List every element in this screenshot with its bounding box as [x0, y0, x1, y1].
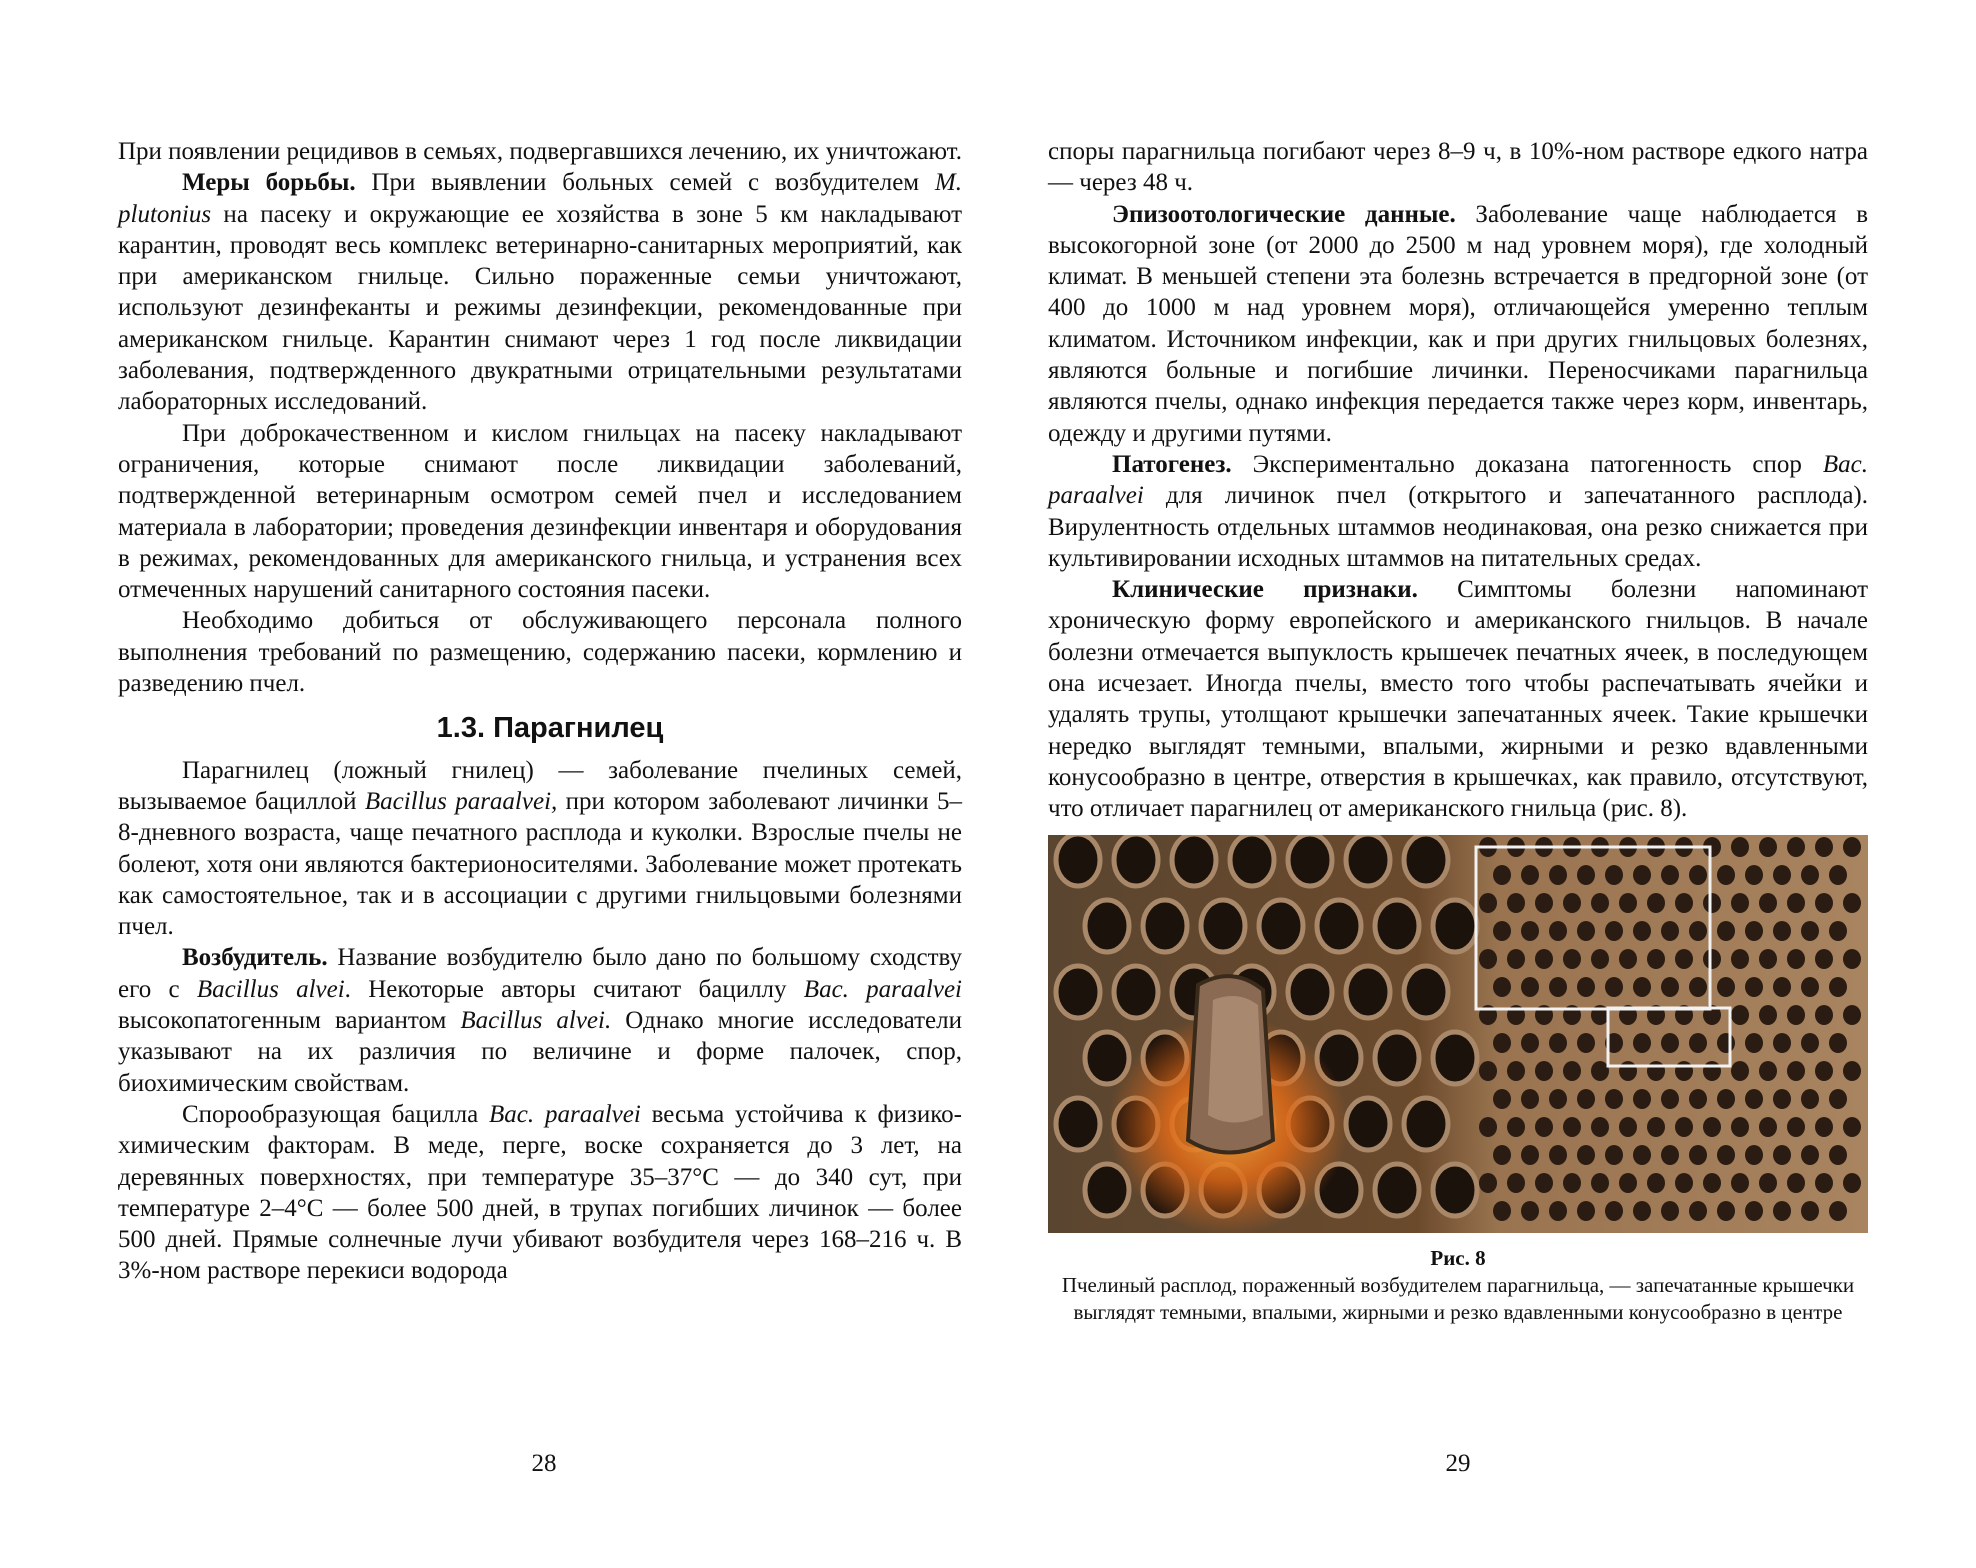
- comb-cell: [1114, 966, 1158, 1018]
- comb-cell: [1801, 1145, 1819, 1165]
- comb-cell: [1521, 1033, 1539, 1053]
- brood-comb-photo: [1048, 835, 1868, 1233]
- comb-cell: [1829, 865, 1847, 885]
- comb-cell: [1661, 921, 1679, 941]
- comb-cell: [1056, 966, 1100, 1018]
- latin-term: Bacillus alvei.: [460, 1007, 612, 1035]
- comb-cell: [1829, 921, 1847, 941]
- comb-cell: [1479, 893, 1497, 913]
- paragraph-text: Однако многие исследователи указывают на их различия по величине и форме палочек, спор, биохимическим свойствам.: [118, 1007, 962, 1097]
- comb-cell: [1787, 949, 1805, 969]
- comb-cell: [1619, 949, 1637, 969]
- comb-cell: [1773, 977, 1791, 997]
- comb-cell: [1288, 966, 1332, 1018]
- comb-cell: [1591, 1061, 1609, 1081]
- comb-cell: [1346, 835, 1390, 886]
- comb-cell: [1535, 893, 1553, 913]
- comb-cell: [1829, 977, 1847, 997]
- paragraph-text: весьма устойчива к физико-химическим факторам. В меде, перге, воске сохраняется до 3 лет, на деревянных поверхностях, при температуре 35–37°С — до 340 сут, при температуре 2–4°С — более 500 дней, в трупах погибших личинок — более 500 дней. Прямые солнечные лучи убивают возбудителя через 168–216 ч. В 3%-ном растворе перекиси водорода: [118, 1100, 962, 1285]
- comb-cell: [1591, 949, 1609, 969]
- comb-cell: [1717, 1145, 1735, 1165]
- paragraph-heading: Возбудитель.: [182, 944, 328, 972]
- comb-cell: [1745, 865, 1763, 885]
- paragraph-heading: Клинические признаки.: [1112, 576, 1418, 604]
- comb-cell: [1549, 865, 1567, 885]
- right-paragraphs: [1048, 136, 1868, 825]
- comb-cell: [1633, 921, 1651, 941]
- comb-cell: [1346, 966, 1390, 1018]
- comb-cell: [1577, 977, 1595, 997]
- comb-cell: [1843, 1061, 1861, 1081]
- comb-cell: [1647, 1117, 1665, 1137]
- comb-cell: [1577, 865, 1595, 885]
- comb-cell: [1577, 1201, 1595, 1221]
- comb-cell: [1493, 977, 1511, 997]
- paragraph-text: Спорообразующая бацилла: [182, 1100, 490, 1128]
- latin-term: Bacillus alvei: [196, 975, 345, 1003]
- comb-cell: [1815, 1117, 1833, 1137]
- comb-cell: [1521, 921, 1539, 941]
- comb-cell: [1731, 1117, 1749, 1137]
- comb-cell: [1829, 1033, 1847, 1053]
- comb-cell: [1717, 1033, 1735, 1053]
- comb-cell: [1675, 1117, 1693, 1137]
- paragraph: [118, 167, 962, 417]
- comb-cell: [1493, 1089, 1511, 1109]
- comb-cell: [1647, 893, 1665, 913]
- latin-term: Bac. paraalvei: [489, 1100, 641, 1128]
- comb-cell: [1605, 1089, 1623, 1109]
- comb-cell: [1647, 1061, 1665, 1081]
- paragraph-text: Парагнилец (ложный гнилец) — заболевание пчелиных семей, вызываемое бациллой: [118, 756, 962, 815]
- comb-cell: [1731, 893, 1749, 913]
- comb-cell: [1375, 900, 1419, 952]
- comb-cell: [1689, 921, 1707, 941]
- comb-cell: [1759, 1117, 1777, 1137]
- comb-cell: [1773, 1089, 1791, 1109]
- comb-cell: [1661, 1089, 1679, 1109]
- right-page: [988, 0, 1976, 1568]
- figure-label: Рис. 8: [1430, 1245, 1486, 1270]
- comb-cell: [1731, 949, 1749, 969]
- comb-cell: [1717, 865, 1735, 885]
- comb-cell: [1787, 1173, 1805, 1193]
- comb-cell: [1230, 835, 1274, 886]
- comb-cell: [1745, 1145, 1763, 1165]
- comb-cell: [1633, 1033, 1651, 1053]
- comb-cell: [1787, 1061, 1805, 1081]
- comb-cell: [1549, 1033, 1567, 1053]
- comb-cell: [1114, 835, 1158, 886]
- comb-cell: [1801, 1201, 1819, 1221]
- comb-cell: [1493, 1201, 1511, 1221]
- comb-cell: [1619, 1173, 1637, 1193]
- paragraph-text: высокопатогенным вариантом: [118, 1007, 461, 1035]
- comb-cell: [1493, 1033, 1511, 1053]
- comb-cell: [1829, 1201, 1847, 1221]
- comb-cell: [1577, 1033, 1595, 1053]
- comb-cell: [1479, 1117, 1497, 1137]
- comb-cell: [1745, 1201, 1763, 1221]
- page-number-left: 28: [531, 1450, 557, 1477]
- comb-cell: [1773, 865, 1791, 885]
- comb-cell: [1689, 1145, 1707, 1165]
- latin-term: Bacillus paraalvei,: [364, 787, 558, 815]
- comb-cell: [1647, 1173, 1665, 1193]
- paragraph: [118, 418, 962, 606]
- comb-cell: [1633, 1201, 1651, 1221]
- comb-cell: [1675, 1173, 1693, 1193]
- comb-cell: [1605, 1145, 1623, 1165]
- comb-cell: [1759, 1061, 1777, 1081]
- comb-cell: [1815, 893, 1833, 913]
- comb-cell: [1647, 949, 1665, 969]
- comb-cell: [1433, 1164, 1477, 1216]
- comb-cell: [1661, 977, 1679, 997]
- comb-cell: [1619, 1117, 1637, 1137]
- paragraph-text: Симптомы болезни напоминают хроническую форму европейского и американского гнильцов. В начале болезни отмечается выпуклость крышечек печатных ячеек, в последующем она исчезает. Иногда пчелы, вместо того чтобы распечатывать ячейки и удалять трупы, утолщают крышечки запечатанных ячеек. Такие крышечки нередко выглядят темными, впалыми, жирными и резко вдавленными конусообразно в центре, отверстия в крышечках, как правило, отсутствуют, что отличает парагнилец от американского гнильца (рис. 8).: [1048, 576, 1868, 823]
- comb-cell: [1507, 893, 1525, 913]
- comb-cell: [1661, 1201, 1679, 1221]
- comb-cell: [1843, 949, 1861, 969]
- comb-cell: [1745, 977, 1763, 997]
- comb-cell: [1549, 921, 1567, 941]
- comb-cell: [1605, 865, 1623, 885]
- comb-cell: [1801, 865, 1819, 885]
- comb-cell: [1493, 865, 1511, 885]
- comb-cell: [1703, 1061, 1721, 1081]
- comb-cell: [1549, 1145, 1567, 1165]
- comb-cell: [1479, 1061, 1497, 1081]
- comb-cell: [1633, 1089, 1651, 1109]
- comb-cell: [1801, 1033, 1819, 1053]
- comb-cell: [1535, 1061, 1553, 1081]
- latin-term: Bac. paraalvei: [803, 975, 962, 1003]
- paragraph-text: Необходимо добиться от обслуживающего персонала полного выполнения требований по размещению, содержанию пасеки, кормлению и разведению пчел.: [118, 607, 962, 698]
- honeycomb-image: [1048, 835, 1868, 1233]
- comb-cell: [1549, 1201, 1567, 1221]
- comb-cell: [1773, 1201, 1791, 1221]
- comb-cell: [1056, 835, 1100, 886]
- comb-cell: [1507, 1173, 1525, 1193]
- paragraph-text: для личинок пчел (открытого и запечатанного расплода). Вирулентность отдельных штаммов неодинаковая, она резко снижается при культивировании исходных штаммов на питательных средах.: [1048, 482, 1868, 572]
- comb-cell: [1535, 1173, 1553, 1193]
- comb-cell: [1703, 1117, 1721, 1137]
- comb-cell: [1675, 1061, 1693, 1081]
- comb-cell: [1549, 1089, 1567, 1109]
- comb-cell: [1815, 1061, 1833, 1081]
- comb-cell: [1633, 865, 1651, 885]
- comb-cell: [1619, 1061, 1637, 1081]
- comb-cell: [1661, 865, 1679, 885]
- comb-cell: [1493, 921, 1511, 941]
- paragraph-text: Экспериментально доказана патогенность спор: [1231, 450, 1823, 478]
- comb-cell: [1759, 837, 1777, 857]
- comb-cell: [1661, 1033, 1679, 1053]
- comb-cell: [1563, 1117, 1581, 1137]
- paragraph: [118, 1099, 962, 1287]
- comb-cell: [1787, 1005, 1805, 1025]
- figure-caption: Пчелиный расплод, пораженный возбудителем парагнильца, — запечатанные крышечки выглядят темными, впалыми, жирными и резко вдавленными конусообразно в центре: [1061, 1272, 1855, 1324]
- paragraph: [1048, 136, 1868, 199]
- figure-caption-block: [1048, 1245, 1868, 1326]
- comb-cell: [1375, 1032, 1419, 1084]
- comb-cell: [1661, 1145, 1679, 1165]
- comb-cell: [1759, 1005, 1777, 1025]
- comb-cell: [1633, 1145, 1651, 1165]
- comb-cell: [1563, 893, 1581, 913]
- comb-cell: [1717, 921, 1735, 941]
- paragraph-text: При появлении рецидивов в семьях, подвергавшихся лечению, их уничтожают.: [118, 138, 962, 165]
- comb-cell: [1843, 837, 1861, 857]
- comb-cell: [1507, 1061, 1525, 1081]
- comb-cell: [1829, 1089, 1847, 1109]
- comb-cell: [1759, 1173, 1777, 1193]
- comb-cell: [1201, 900, 1245, 952]
- comb-cell: [1563, 949, 1581, 969]
- paragraph-text: При доброкачественном и кислом гнильцах на пасеку накладывают ограничения, которые снимают после ликвидации заболеваний, подтвержденной ветеринарным осмотром семей пчел и исследованием материала в лаборатории; проведения дезинфекции инвентаря и оборудования в режимах, рекомендованных для американского гнильца, и устранения всех отмеченных нарушений санитарного состояния пасеки.: [118, 419, 962, 604]
- comb-cell: [1801, 977, 1819, 997]
- comb-cell: [1843, 1117, 1861, 1137]
- comb-cell: [1675, 893, 1693, 913]
- comb-cell: [1591, 1173, 1609, 1193]
- paragraph-text: Название возбудителю было дано по большому сходству его с: [118, 944, 962, 1003]
- comb-cell: [1787, 837, 1805, 857]
- paragraph-text: При выявлении больных семей с возбудителем: [355, 169, 935, 197]
- comb-cell: [1288, 835, 1332, 886]
- comb-cell: [1731, 1005, 1749, 1025]
- comb-cell: [1521, 977, 1539, 997]
- section-title: 1.3. Парагнилец: [436, 712, 664, 745]
- comb-cell: [1605, 1201, 1623, 1221]
- comb-cell: [1563, 1061, 1581, 1081]
- comb-cell: [1773, 921, 1791, 941]
- comb-cell: [1717, 977, 1735, 997]
- paragraph: [118, 605, 962, 699]
- comb-cell: [1577, 1145, 1595, 1165]
- comb-cell: [1745, 1033, 1763, 1053]
- comb-cell: [1801, 921, 1819, 941]
- comb-cell: [1843, 1173, 1861, 1193]
- comb-cell: [1619, 893, 1637, 913]
- comb-cell: [1375, 1164, 1419, 1216]
- comb-cell: [1577, 921, 1595, 941]
- comb-cell: [1717, 1201, 1735, 1221]
- comb-cell: [1843, 1005, 1861, 1025]
- comb-cell: [1731, 1173, 1749, 1193]
- comb-cell: [1479, 949, 1497, 969]
- comb-cell: [1829, 1145, 1847, 1165]
- comb-cell: [1404, 966, 1448, 1018]
- comb-cell: [1404, 835, 1448, 886]
- comb-cell: [1689, 977, 1707, 997]
- comb-cell: [1493, 1145, 1511, 1165]
- comb-cell: [1731, 1061, 1749, 1081]
- comb-cell: [1521, 1145, 1539, 1165]
- comb-cell: [1521, 1201, 1539, 1221]
- left-paragraphs-top: [118, 136, 962, 699]
- comb-cell: [1056, 1098, 1100, 1150]
- comb-cell: [1549, 977, 1567, 997]
- comb-cell: [1433, 1032, 1477, 1084]
- paragraph-text: Заболевание чаще наблюдается в высокогорной зоне (от 2000 до 2500 м над уровнем моря), где холодный климат. В меньшей степени эта болезнь встречается в предгорной зоне (от 400 до 1000 м над уровнем моря), отличающейся умеренно теплым климатом. Источником инфекции, как и при других гнильцовых болезнях, являются больные и погибшие личинки. Переносчиками парагнильца являются пчелы, однако инфекция передается также через корм, инвентарь, одежду и другими путями.: [1048, 200, 1868, 447]
- comb-cell: [1577, 1089, 1595, 1109]
- comb-cell: [1745, 1089, 1763, 1109]
- comb-cell: [1143, 900, 1187, 952]
- right-text-column: [1048, 136, 1868, 1326]
- paragraph: [1048, 574, 1868, 824]
- comb-cell: [1346, 1098, 1390, 1150]
- latin-term: M. plutonius: [118, 169, 962, 228]
- comb-cell: [1759, 893, 1777, 913]
- paragraph-text: на пасеку и окружающие ее хозяйства в зоне 5 км накладывают карантин, проводят весь комплекс ветеринарно-санитарных мероприятий, как при американском гнильце. Сильно пораженные семьи уничтожают, используют дезинфеканты и режимы дезинфекции, рекомендованные при американском гнильце. Карантин снимают через 1 год после ликвидации заболевания, подтвержденного двукратными отрицательными результатами лабораторных исследований.: [118, 200, 962, 416]
- paragraph: [1048, 199, 1868, 449]
- paragraph-text: споры парагнильца погибают через 8–9 ч, в 10%-ном растворе едкого натра — через 48 ч.: [1048, 138, 1868, 197]
- comb-cell: [1591, 1117, 1609, 1137]
- comb-cell: [1605, 921, 1623, 941]
- comb-cell: [1773, 1033, 1791, 1053]
- paragraph: [118, 136, 962, 167]
- comb-cell: [1773, 1145, 1791, 1165]
- paragraph-text: . Некоторые авторы считают бациллу: [344, 975, 804, 1003]
- comb-cell: [1759, 949, 1777, 969]
- comb-cell: [1787, 1117, 1805, 1137]
- paragraph-heading: Меры борьбы.: [182, 169, 356, 197]
- comb-cell: [1507, 949, 1525, 969]
- left-paragraphs-bottom: [118, 755, 962, 1287]
- comb-cell: [1172, 835, 1216, 886]
- left-text-column: [118, 136, 962, 1287]
- comb-cell: [1259, 900, 1303, 952]
- comb-cell: [1563, 1173, 1581, 1193]
- comb-cell: [1521, 1089, 1539, 1109]
- comb-cell: [1535, 949, 1553, 969]
- comb-cell: [1433, 900, 1477, 952]
- comb-cell: [1689, 1201, 1707, 1221]
- comb-cell: [1633, 977, 1651, 997]
- comb-cell: [1703, 949, 1721, 969]
- paragraph-heading: Патогенез.: [1112, 450, 1232, 478]
- comb-cell: [1507, 1117, 1525, 1137]
- comb-cell: [1689, 1033, 1707, 1053]
- comb-cell: [1675, 949, 1693, 969]
- paragraph-heading: Эпизоотологические данные.: [1112, 200, 1456, 228]
- comb-cell: [1801, 1089, 1819, 1109]
- comb-cell: [1815, 949, 1833, 969]
- comb-cell: [1521, 865, 1539, 885]
- comb-cell: [1479, 1173, 1497, 1193]
- comb-cell: [1717, 1089, 1735, 1109]
- comb-cell: [1605, 977, 1623, 997]
- paragraph-text: при котором заболевают личинки 5–8-дневного возраста, чаще печатного расплода и куколки. Взрослые пчелы не болеют, хотя они являются бактерионосителями. Заболевание может протекать как самостоятельное, так и в ассоциации с другими гнильцовыми болезнями пчел.: [118, 787, 963, 941]
- comb-cell: [1689, 1089, 1707, 1109]
- comb-cell: [1689, 865, 1707, 885]
- paragraph: [118, 755, 962, 943]
- comb-cell: [1703, 893, 1721, 913]
- latin-term: Bac. paraalvei: [1048, 450, 1868, 510]
- paragraph: [118, 942, 962, 1098]
- comb-cell: [1815, 1005, 1833, 1025]
- comb-cell: [1745, 921, 1763, 941]
- comb-cell: [1787, 893, 1805, 913]
- comb-cell: [1404, 1098, 1448, 1150]
- page-number-right: 29: [1445, 1450, 1471, 1477]
- comb-cell: [1815, 837, 1833, 857]
- comb-cell: [1591, 893, 1609, 913]
- paragraph: [1048, 449, 1868, 574]
- comb-cell: [1703, 1173, 1721, 1193]
- comb-cell: [1731, 837, 1749, 857]
- comb-cell: [1843, 893, 1861, 913]
- comb-cell: [1535, 1117, 1553, 1137]
- comb-cell: [1085, 900, 1129, 952]
- comb-cell: [1317, 900, 1361, 952]
- comb-cell: [1815, 1173, 1833, 1193]
